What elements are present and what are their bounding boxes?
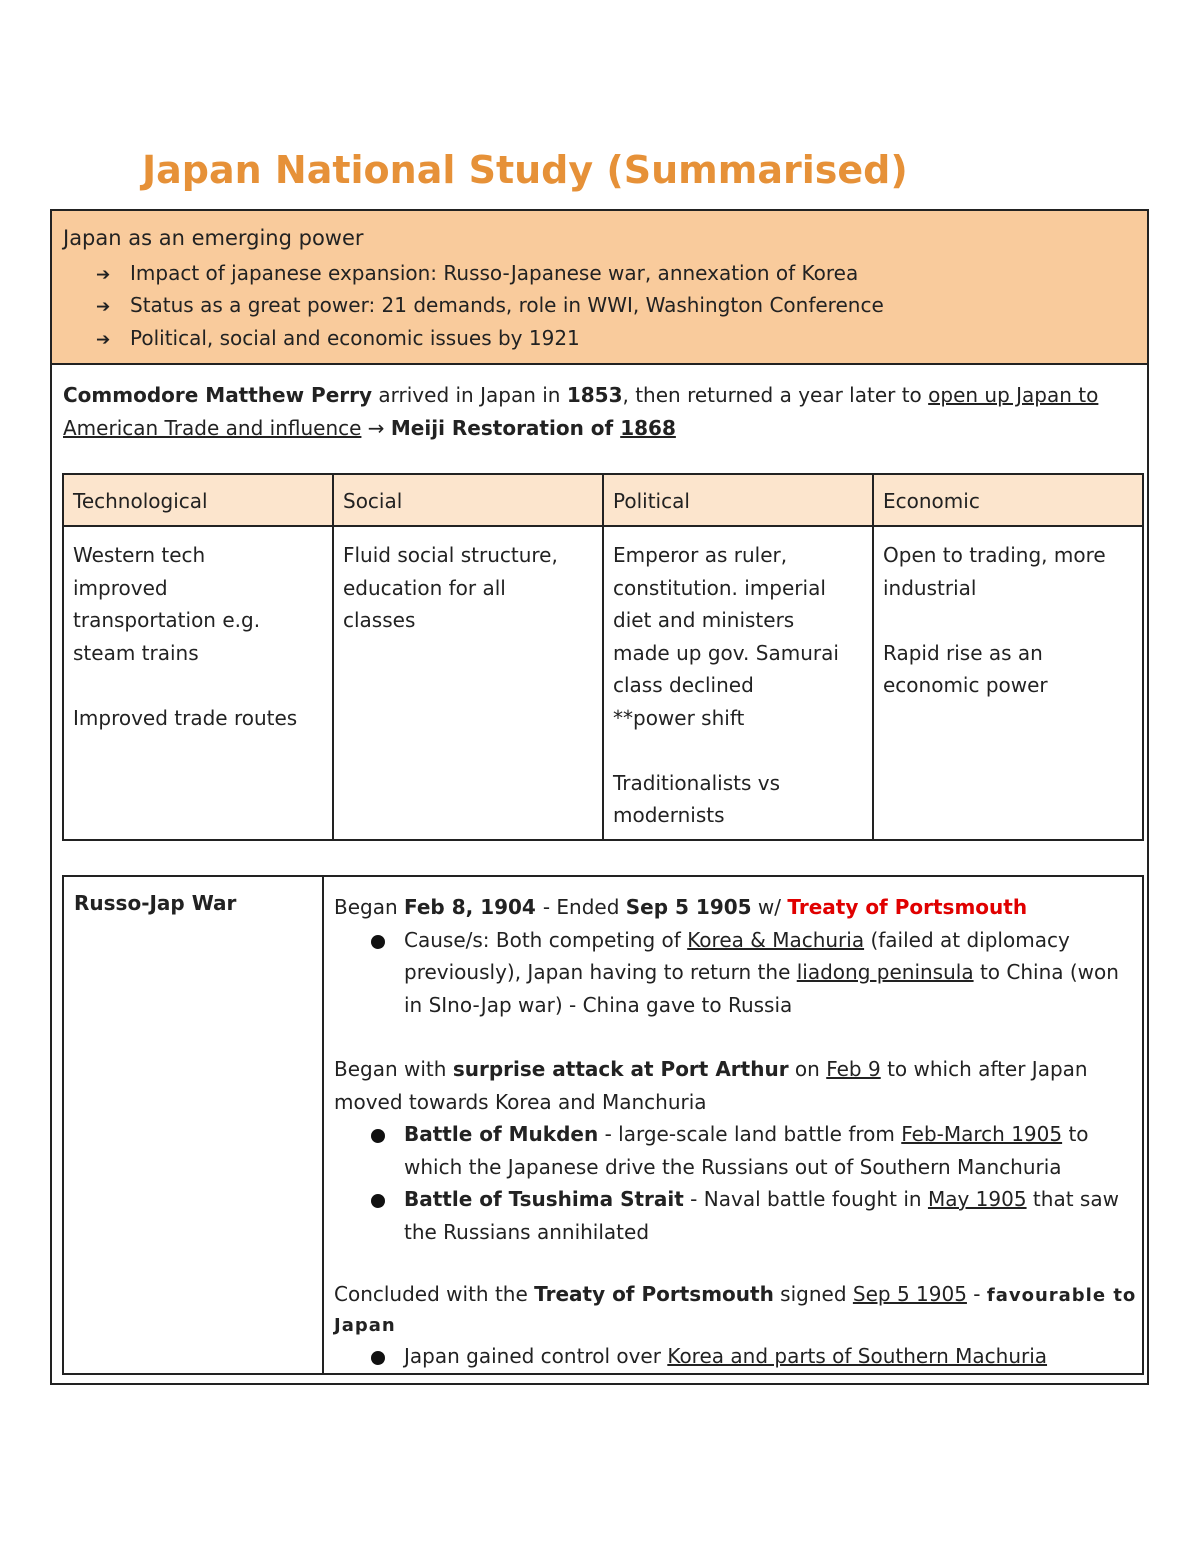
table-header: Economic xyxy=(874,475,1142,527)
col-technological xyxy=(64,475,334,839)
row-label: Russo-Jap War xyxy=(64,877,324,1373)
bullet-icon xyxy=(371,1351,385,1365)
list-item: Japan gained control over Korea and parts of Southern Machuria xyxy=(334,1340,1139,1373)
arrow-icon: ➔ xyxy=(96,330,111,350)
table-cell: Fluid social structure, education for all classes xyxy=(343,543,558,632)
arrow-icon: ➔ xyxy=(96,297,111,317)
treaty-link: Treaty of Portsmouth xyxy=(787,895,1028,919)
list-item: Battle of Tsushima Strait - Naval battle fought in May 1905 that saw the Russians annihilated xyxy=(334,1183,1139,1248)
list-item: ➔ Status as a great power: 21 demands, role in WWI, Washington Conference xyxy=(96,293,884,317)
table-header: Political xyxy=(604,475,872,527)
table-cell: Emperor as ruler, constitution. imperial diet and ministers made up gov. Samurai class declined **power shift Traditionalists vs modernists xyxy=(613,543,839,827)
col-political xyxy=(604,475,874,839)
list-item: Cause/s: Both competing of Korea & Machuria (failed at diplomacy previously), Japan having to return the liadong peninsula to China (won in SIno-Jap war) - China gave to Russia xyxy=(334,924,1139,1022)
outer-box xyxy=(50,209,1149,1385)
table-cell: Western tech improved transportation e.g. steam trains Improved trade routes xyxy=(73,543,298,730)
intro-paragraph: Commodore Matthew Perry arrived in Japan in 1853, then returned a year later to open up Japan to American Trade and influence → Meiji Restoration of 1868 xyxy=(63,383,1099,440)
section-title: Japan as an emerging power xyxy=(63,226,364,250)
list-item: ➔ Political, social and economic issues by 1921 xyxy=(96,326,580,350)
paragraph: Concluded with the Treaty of Portsmouth signed Sep 5 1905 - favourable to Japan xyxy=(334,1282,1137,1336)
arrow-icon: ➔ xyxy=(96,265,111,285)
bullet-icon xyxy=(371,935,385,949)
col-social xyxy=(334,475,604,839)
list-item: ➔ Impact of japanese expansion: Russo-Japanese war, annexation of Korea xyxy=(96,261,859,285)
table-header: Social xyxy=(334,475,602,527)
bullet-icon xyxy=(371,1194,385,1208)
restoration-table xyxy=(62,473,1144,841)
list-item: Battle of Mukden - large-scale land battle from Feb-March 1905 to which the Japanese drive the Russians out of Southern Manchuria xyxy=(334,1118,1139,1183)
war-details xyxy=(334,891,1139,1373)
war-dates: Began Feb 8, 1904 - Ended Sep 5 1905 w/ Treaty of Portsmouth xyxy=(334,895,1028,919)
bullet-icon xyxy=(371,1129,385,1143)
paragraph: Began with surprise attack at Port Arthur on Feb 9 to which after Japan moved towards Korea and Manchuria xyxy=(334,1057,1088,1114)
table-header: Technological xyxy=(64,475,332,527)
page-title: Japan National Study (Summarised) xyxy=(142,148,908,192)
table-cell: Open to trading, more industrial Rapid rise as an economic power xyxy=(883,543,1106,697)
russo-jap-war-table xyxy=(62,875,1144,1375)
summary-header xyxy=(52,211,1147,365)
col-economic xyxy=(874,475,1142,839)
